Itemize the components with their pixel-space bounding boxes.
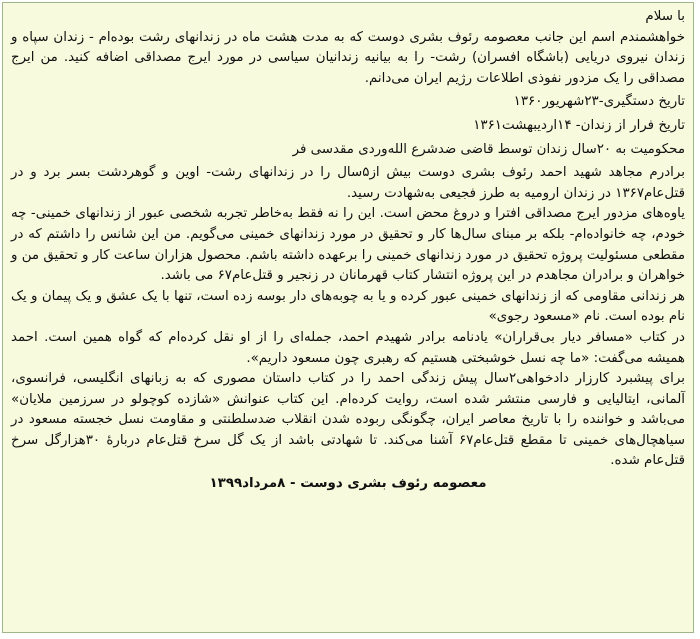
greeting: با سلام — [645, 9, 685, 24]
letter-panel — [2, 2, 694, 633]
request-paragraph: خواهشمندم اسم این جانب معصومه رئوف بشری دوست که به مدت هشت ماه در زندانهای رشت بوده‌ام - زندان سپاه و زندان نیروی دریایی (باشگاه افسران) رشت- را به بیانیه زندانیان سیاسی در مورد ایرج مصداقی اضافه کنید. من ایرج مصداقی را یک مزدور نفوذی اطلاعات رژیم ایران می‌دانم. — [11, 29, 685, 86]
resistance-paragraph: هر زندانی مقاومی که از زندانهای خمینی عبور کرده و یا به چوبه‌های دار بوسه زده است، تنها با یک عشق و یک پیمان و یک نام بوده است. نام «مسعود رجوی» — [11, 288, 685, 325]
arrest-date: تاریخ دستگیری-۲۳شهریور۱۳۶۰ — [513, 94, 685, 110]
book-quote-paragraph: در کتاب «مسافر دیار بی‌قراران» یادنامه برادر شهیدم احمد، جمله‌ای را از او نقل کرده‌ام که گواه همین است. احمد همیشه می‌گفت: «ما چه نسل خوشبختی هستیم که رهبری چون مسعود داریم». — [11, 329, 685, 366]
escape-date: تاریخ فرار از زندان- ۱۴اردیبهشت۱۳۶۱ — [473, 117, 685, 133]
sentence-line: محکومیت به ۲۰سال زندان توسط قاضی ضدشرع الله‌وردی مقدسی فر — [292, 141, 685, 157]
brother-paragraph: برادرم مجاهد شهید احمد رئوف بشری دوست بیش از۵سال را در زندانهای رشت- اوین و گوهردشت بسر برد و در قتل‌عام۱۳۶۷ در زندان ارومیه به طرز فجیعی به‌شهادت رسید. — [11, 165, 685, 201]
campaign-paragraph: برای پیشبرد کارزار دادخواهی۲سال پیش زندگی احمد را در کتاب داستان مصوری که به زبانهای انگلیسی، فرانسوی، آلمانی، ایتالیایی و فارسی منتشر شده است، روایت کرده‌ام. این کتاب عنوانش «شازده کوچولو در سرزمین ملایان» می‌باشد و خواننده را با تاریخ معاصر ایران، چگونگی ربوده شدن انقلاب ضدسلطنتی و مقاومت نسل خجسته مسعود در سیاهچال‌های خمینی تا مقطع قتل‌عام۶۷ آشنا می‌کند. تا شهادتی باشد از یک گل سرخ قتل‌عام دربارهٔ ۳۰هزارگل سرخ قتل‌عام شده. — [11, 371, 685, 469]
research-paragraph: یاوه‌های مزدور ایرج مصداقی افترا و دروغ محض است. این را نه فقط به‌خاطر تجربه شخصی عبور از زندانهای خمینی- چه خودم، چه خانواده‌ام- بلکه بر مبنای سال‌ها کار و تحقیق در مورد زندانهای خمینی می‌گویم. من این شانس را داشتم که در مقطعی مسئولیت پروژه تحقیق در مورد زندانهای خمینی را برعهده داشته باشم. محصول هزاران ساعت کار و تحقیق من و خواهران و برادران مجاهدم در این پروژه انتشار کتاب قهرمانان در زنجیر و قتل‌عام۶۷ می باشد. — [11, 206, 685, 284]
signature: معصومه رئوف بشری دوست - ۸مرداد۱۳۹۹ — [209, 476, 487, 492]
